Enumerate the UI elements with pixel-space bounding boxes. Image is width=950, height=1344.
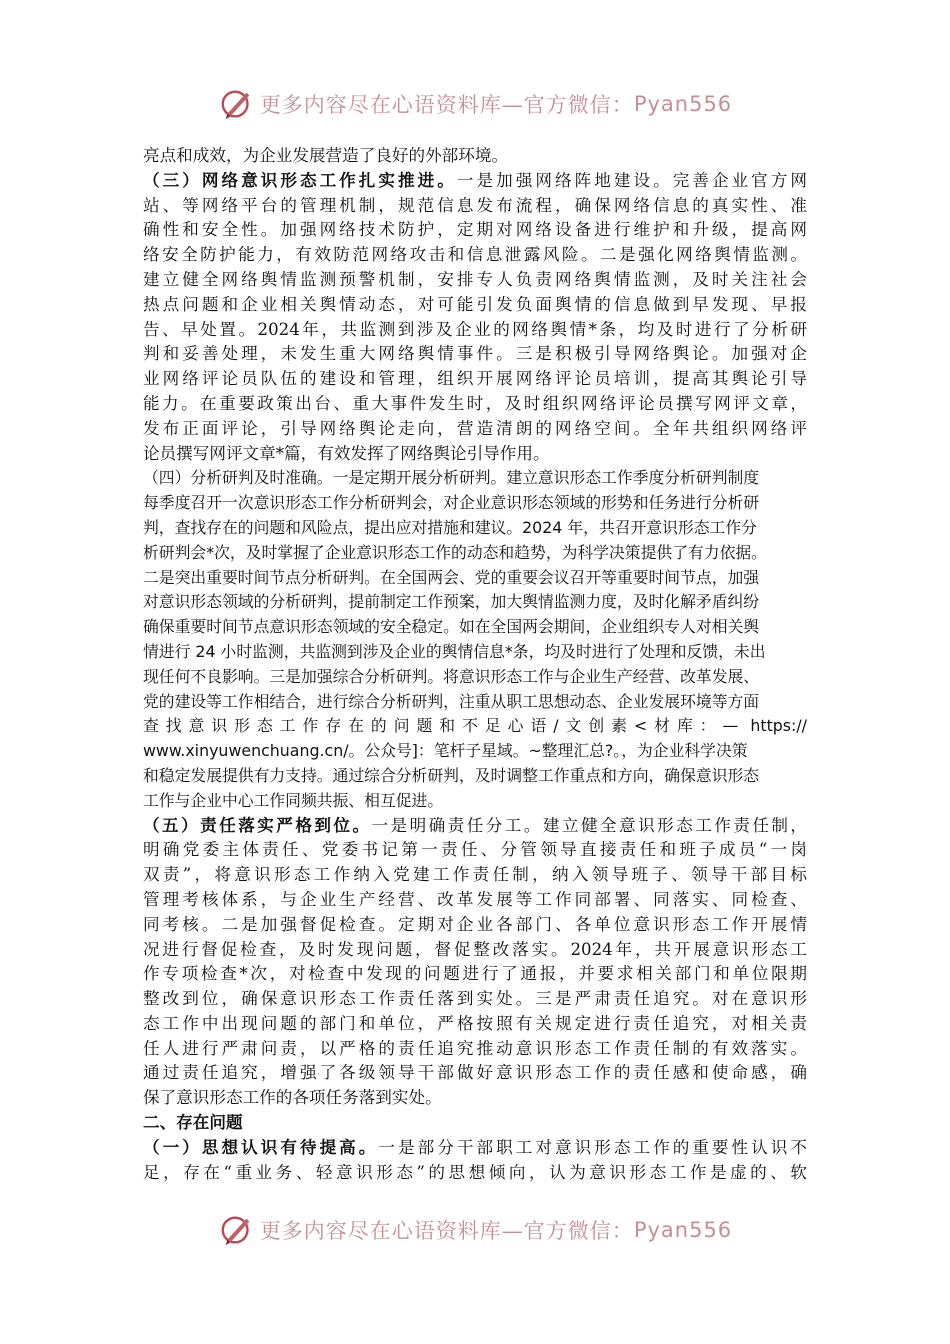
- text-line: 亮点和成效，为企业发展营造了良好的外部环境。: [143, 146, 509, 165]
- section-lead-problem-1: （一）思想认识有待提高。: [143, 1137, 379, 1157]
- text-line: 确性和安全性。加强网络技术防护，定期对网络设备进行维护和升级，提高网: [143, 220, 807, 240]
- watermark-wechat-id: Pyan556: [633, 92, 733, 116]
- text-line: 每季度召开一次意识形态工作分析研判会，对企业意识形态领域的形势和任务进行分析研: [143, 493, 760, 513]
- text-line: （一）思想认识有待提高。一是部分干部职工对意识形态工作的重要性认识不: [143, 1137, 807, 1157]
- text-line: www.xinyuwenchuang.cn/。公众号]：笔杆子星域。~整理汇总?。，为企业科学决策: [143, 741, 748, 761]
- watermark-text: 更多内容尽在心语资料库—官方微信：: [259, 93, 634, 117]
- text-line: 工作与企业中心工作同频共振、相互促进。: [143, 790, 444, 810]
- text-line: 热点问题和企业相关舆情动态，对可能引发负面舆情的信息做到早发现、早报: [143, 294, 807, 314]
- text-line: 况进行督促检查，及时发现问题，督促整改落实。2024年，共开展意识形态工: [143, 939, 807, 959]
- text-line: 现任何不良影响。三是加强综合分析研判。将意识形态工作与企业生产经营、改革发展、: [143, 666, 760, 686]
- text-line: 整改到位，确保意识形态工作责任落到实处。三是严肃责任追究。对在意识形: [143, 989, 807, 1009]
- text-line: 业网络评论员队伍的建设和管理，组织开展网络评论员培训，提高其舆论引导: [143, 369, 807, 389]
- text-line: 论员撰写网评文章*篇，有效发挥了网络舆论引导作用。: [143, 443, 550, 463]
- text-line: 任人进行严肃问责，以严格的责任追究推动意识形态工作责任制的有效落实。: [143, 1038, 807, 1058]
- text-line: 明确党委主体责任、党委书记第一责任、分管领导直接责任和班子成员“一岗: [143, 840, 807, 860]
- text-line: （四）分析研判及时准确。一是定期开展分析研判。建立意识形态工作季度分析研判制度: [143, 468, 760, 488]
- text-line: 管理考核体系，与企业生产经营、改革发展等工作同部署、同落实、同检查、: [143, 889, 807, 909]
- text-line: 双责”，将意识形态工作纳入党建工作责任制，纳入领导班子、领导干部目标: [143, 865, 807, 885]
- text-line: 通过责任追究，增强了各级领导干部做好意识形态工作的责任感和使命感，确: [143, 1063, 807, 1083]
- section-heading: 二、存在问题: [143, 1113, 243, 1133]
- text-line: （五）责任落实严格到位。一是明确责任分工。建立健全意识形态工作责任制，: [143, 815, 807, 835]
- text-line: （三）网络意识形态工作扎实推进。一是加强网络阵地建设。完善企业官方网: [143, 170, 807, 190]
- section-lead-5: （五）责任落实严格到位。: [143, 815, 372, 835]
- text-line: 足，存在“重业务、轻意识形态”的思想倾向，认为意识形态工作是虚的、软: [143, 1162, 807, 1182]
- text-line: 判和妥善处理，未发生重大网络舆情事件。三是积极引导网络舆论。加强对企: [143, 344, 807, 364]
- text-line: 态工作中出现问题的部门和单位，严格按照有关规定进行责任追究，对相关责: [143, 1013, 807, 1033]
- text-line: 判，查找存在的问题和风险点，提出应对措施和建议。2024 年，共召开意识形态工作分: [143, 517, 757, 537]
- text-line: 能力。在重要政策出台、重大事件发生时，及时组织网络评论员撰写网评文章，: [143, 393, 807, 413]
- text-line: 情进行 24 小时监测，共监测到涉及企业的舆情信息*条，均及时进行了处理和反馈，未出: [143, 641, 766, 661]
- pen-logo-icon: [218, 1211, 256, 1249]
- text-line: 确保重要时间节点意识形态领域的安全稳定。如在全国两会期间，企业组织专人对相关舆: [143, 617, 760, 637]
- watermark-wechat-id: Pyan556: [633, 1218, 733, 1242]
- text-line: 查找意识形态工作存在的问题和不足心语/文创素<材库：— https://: [143, 716, 807, 736]
- text-line: 建立健全网络舆情监测预警机制，安排专人负责网络舆情监测，及时关注社会: [143, 269, 807, 289]
- text-line: 二是突出重要时间节点分析研判。在全国两会、党的重要会议召开等重要时间节点，加强: [143, 567, 760, 587]
- text-line: 保了意识形态工作的各项任务落到实处。: [143, 1088, 442, 1108]
- text-line: 党的建设等工作相结合，进行综合分析研判，注重从职工思想动态、企业发展环境等方面: [143, 691, 760, 711]
- pen-logo-icon: [218, 85, 256, 123]
- text-line: 站、等网络平台的管理机制，规范信息发布流程，确保网络信息的真实性、准: [143, 195, 807, 215]
- text-line: 对意识形态领域的分析研判，提前制定工作预案，加大舆情监测力度，及时化解矛盾纠纷: [143, 592, 760, 612]
- text-line: 作专项检查*次，对检查中发现的问题进行了通报，并要求相关部门和单位限期: [143, 964, 807, 984]
- text-line: 发布正面评论，引导网络舆论走向，营造清朗的网络空间。全年共组织网络评: [143, 418, 807, 438]
- document-body: [143, 144, 807, 1185]
- watermark-banner-top: [0, 82, 950, 126]
- text-line: 和稳定发展提供有力支持。通过综合分析研判，及时调整工作重点和方向，确保意识形态: [143, 765, 760, 785]
- section-lead-3: （三）网络意识形态工作扎实推进。: [143, 170, 457, 190]
- text-line: 同考核。二是加强督促检查。定期对企业各部门、各单位意识形态工作开展情: [143, 914, 807, 934]
- watermark-banner-bottom: [0, 1208, 950, 1252]
- watermark-text: 更多内容尽在心语资料库—官方微信：: [259, 1219, 634, 1243]
- text-line: 析研判会*次，及时掌握了企业意识形态工作的动态和趋势，为科学决策提供了有力依据。: [143, 542, 767, 562]
- text-line: 告、早处置。2024年，共监测到涉及企业的网络舆情*条，均及时进行了分析研: [143, 319, 807, 339]
- text-line: 络安全防护能力，有效防范网络攻击和信息泄露风险。二是强化网络舆情监测。: [143, 245, 807, 265]
